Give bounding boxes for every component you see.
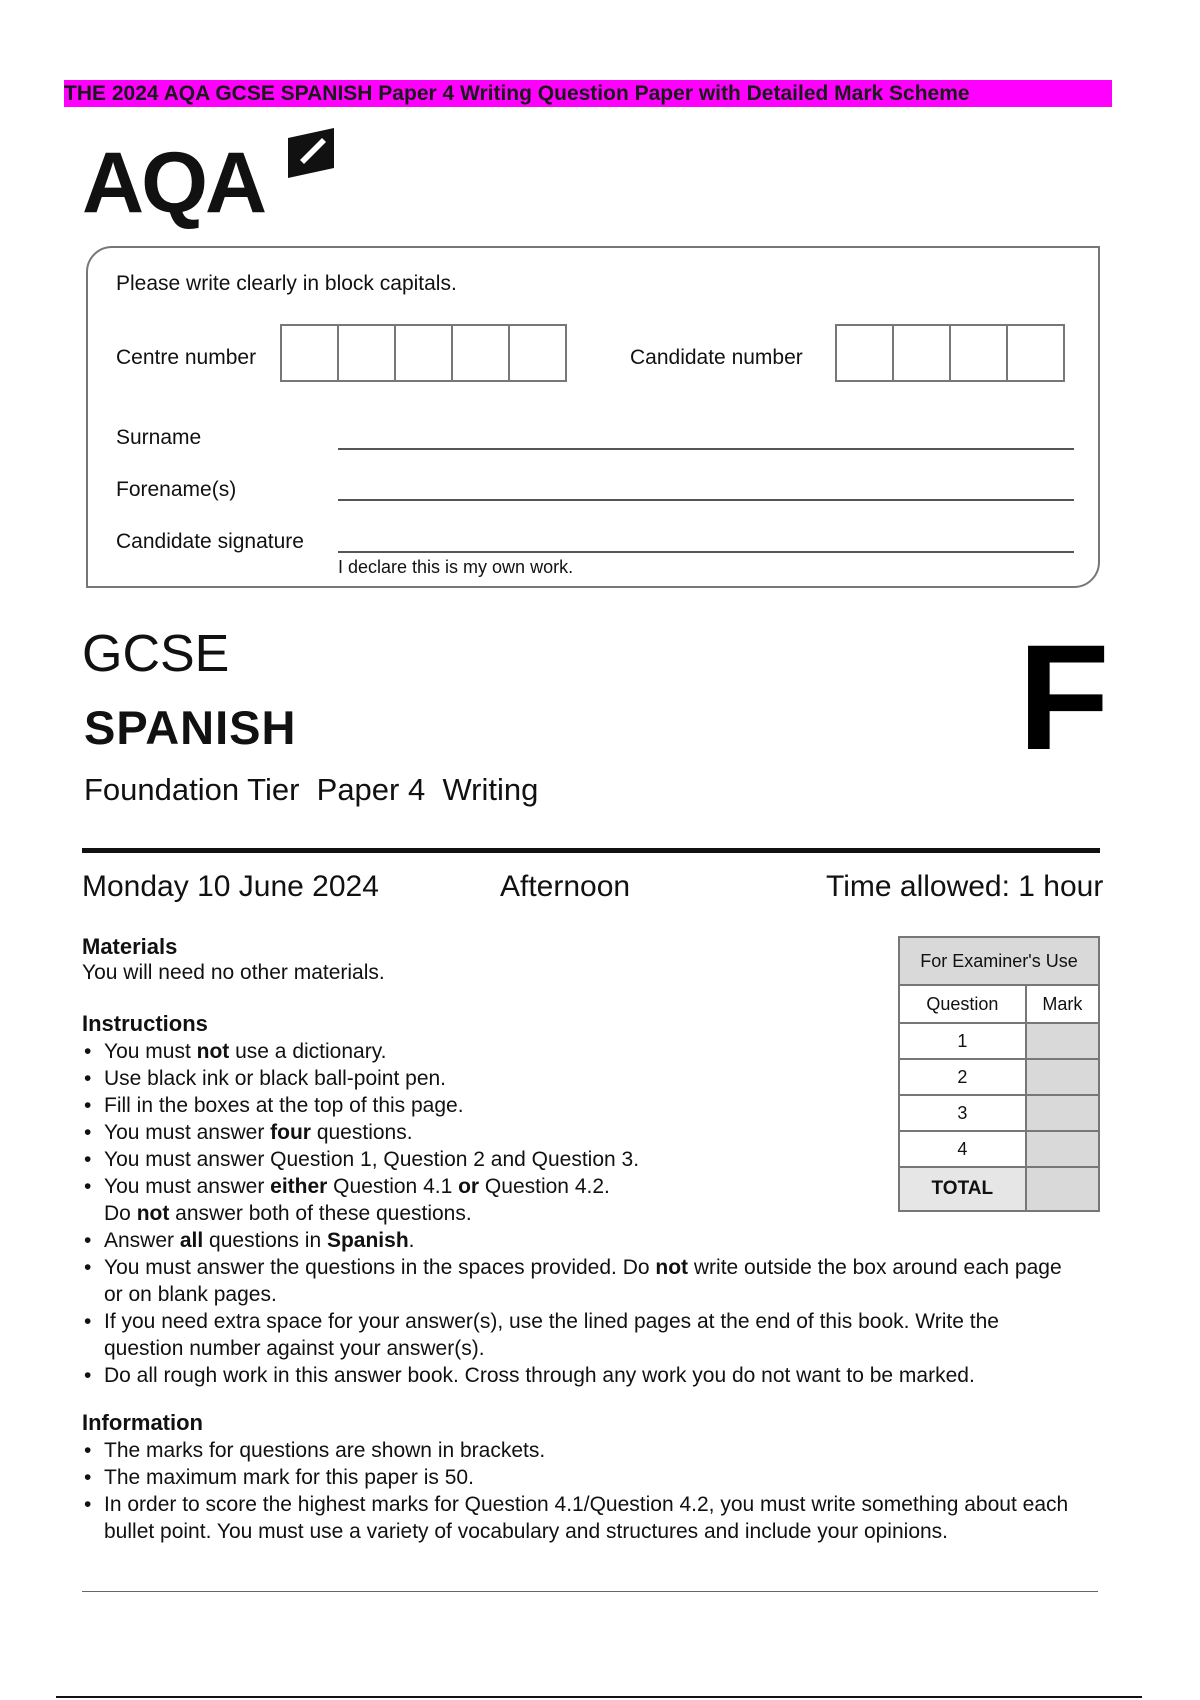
centre-digit-box[interactable] <box>339 326 396 380</box>
divider <box>82 848 1100 853</box>
centre-number-boxes[interactable] <box>280 324 567 382</box>
examiner-table-title: For Examiner's Use <box>899 937 1099 985</box>
question-number-cell: 3 <box>899 1095 1026 1131</box>
list-item: • You must answer the questions in the spaces provided. Do not write outside the box around each page or on blank pages. <box>82 1254 1082 1308</box>
signature-label: Candidate signature <box>116 530 304 553</box>
subject-title: SPANISH <box>84 701 297 754</box>
exam-session: Afternoon <box>500 870 631 903</box>
centre-number-label: Centre number <box>116 346 257 369</box>
centre-digit-box[interactable] <box>282 326 339 380</box>
tier-letter: F <box>1018 613 1110 781</box>
mark-column-header: Mark <box>1026 985 1099 1023</box>
candidate-digit-box[interactable] <box>951 326 1008 380</box>
aqa-logo <box>82 130 352 230</box>
aqa-flag-icon <box>282 128 338 186</box>
mark-cell <box>1026 1131 1099 1167</box>
footer-divider <box>82 1591 1098 1592</box>
surname-field[interactable] <box>338 448 1074 450</box>
mark-cell <box>1026 1023 1099 1059</box>
candidate-digit-box[interactable] <box>837 326 894 380</box>
instructions-heading: Instructions <box>82 1011 208 1036</box>
question-number-cell: 4 <box>899 1131 1026 1167</box>
total-mark-cell <box>1026 1167 1099 1211</box>
list-item: • Fill in the boxes at the top of this page. <box>82 1092 1082 1119</box>
candidate-digit-box[interactable] <box>894 326 951 380</box>
list-item: • If you need extra space for your answer(s), use the lined pages at the end of this book. Write the question number against your answer(s). <box>82 1308 1082 1362</box>
centre-digit-box[interactable] <box>453 326 510 380</box>
information-heading: Information <box>82 1410 203 1435</box>
list-item: • Do all rough work in this answer book. Cross through any work you do not want to be marked. <box>82 1362 1082 1389</box>
time-allowed: Time allowed: 1 hour <box>826 870 1104 903</box>
candidate-number-label: Candidate number <box>630 346 803 369</box>
candidate-details-box <box>86 246 1100 588</box>
centre-digit-box[interactable] <box>396 326 453 380</box>
tier-paper-line: Foundation Tier Paper 4 Writing <box>84 772 539 807</box>
list-item: • You must answer either Question 4.1 or Question 4.2. Do not answer both of these questions. <box>82 1173 1082 1227</box>
information-list <box>82 1437 1082 1545</box>
question-number-cell: 2 <box>899 1059 1026 1095</box>
document-title-banner: THE 2024 AQA GCSE SPANISH Paper 4 Writing Question Paper with Detailed Mark Scheme <box>64 80 1112 107</box>
mark-cell <box>1026 1059 1099 1095</box>
list-item: • You must answer four questions. <box>82 1119 1082 1146</box>
page-bottom-rule <box>56 1696 1142 1698</box>
qualification-title: GCSE <box>82 625 230 683</box>
list-item: • Answer all questions in Spanish. <box>82 1227 1082 1254</box>
list-item: • The marks for questions are shown in brackets. <box>82 1437 1082 1464</box>
list-item: • You must not use a dictionary. <box>82 1038 1082 1065</box>
list-item: • Use black ink or black ball-point pen. <box>82 1065 1082 1092</box>
question-column-header: Question <box>899 985 1026 1023</box>
logo-text: AQA <box>82 135 265 231</box>
mark-cell <box>1026 1095 1099 1131</box>
exam-date: Monday 10 June 2024 <box>82 870 379 903</box>
total-label: TOTAL <box>899 1167 1026 1211</box>
candidate-digit-box[interactable] <box>1008 326 1063 380</box>
declaration-text: I declare this is my own work. <box>338 557 574 577</box>
candidate-number-boxes[interactable] <box>835 324 1065 382</box>
forename-label: Forename(s) <box>116 478 237 501</box>
list-item: • In order to score the highest marks for Question 4.1/Question 4.2, you must write something about each bullet point. You must use a variety of vocabulary and structures and include your opinions. <box>82 1491 1082 1545</box>
surname-label: Surname <box>116 426 202 449</box>
list-item: • You must answer Question 1, Question 2 and Question 3. <box>82 1146 1082 1173</box>
centre-digit-box[interactable] <box>510 326 565 380</box>
materials-heading: Materials <box>82 934 178 959</box>
question-number-cell: 1 <box>899 1023 1026 1059</box>
materials-text: You will need no other materials. <box>82 961 385 984</box>
block-capitals-instruction: Please write clearly in block capitals. <box>116 272 457 295</box>
forename-field[interactable] <box>338 499 1074 501</box>
signature-field[interactable] <box>338 551 1074 553</box>
examiner-use-table <box>898 936 1100 1212</box>
list-item: • The maximum mark for this paper is 50. <box>82 1464 1082 1491</box>
